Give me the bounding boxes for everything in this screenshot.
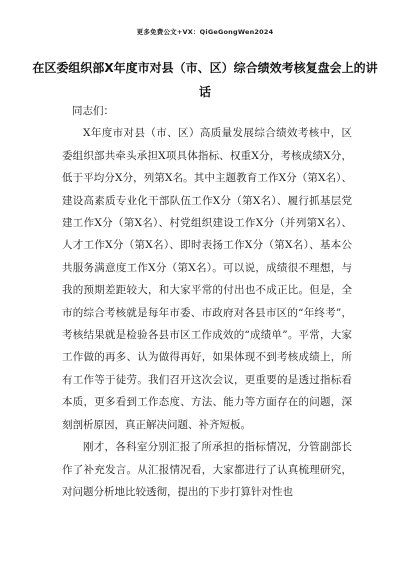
paragraph-1: X年度市对县（市、区）高质量发展综合绩效考核中，区委组织部共牵头承担X项具体指标、权重X分，考核成绩X分，低于平均分X分，列第X名。其中主题教育工作X分（第X名）、建设高素质专业化干部队伍工作X分（第X名）、履行抓基层党建工作X分（第X名）、村党组织建设工作X分（并列第X名）、人才工作X分（第X名）、即时表扬工作X分（第X名）、基本公共服务满意度工作X分（第X名）。可以说，成绩很不理想，与我的预期差距较大，和大家平常的付出也不成正比。但是，全市的综合考核就是每年市委、市政府对各县市区的“年终考”，考核结果就是检验各县市区工作成效的“成绩单”。平常，大家工作做的再多、认为做得再好，如果体现不到考核成绩上，所有工作等于徒劳。我们召开这次会议，更重要的是透过指标看本质，更多看到工作态度、方法、能力等方面存在的问题，深刻剖析原因，真正解决问题、补齐短板。 bbox=[62, 127, 352, 431]
document-title: 在区委组织部X年度市对县（市、区）综合绩效考核复盘会上的讲话 bbox=[32, 61, 378, 99]
paragraph-2: 刚才，各科室分别汇报了所承担的指标情况，分管副部长作了补充发言。从汇报情况看，大家都进行了认真梳理研究，对问题分析地比较透彻，提出的下步打算针对性也 bbox=[62, 441, 352, 498]
header-note: 更多免费公文+VX：QiGeGongWen2024 bbox=[136, 28, 274, 36]
document-body bbox=[62, 100, 352, 503]
salutation: 同志们： bbox=[72, 105, 114, 117]
